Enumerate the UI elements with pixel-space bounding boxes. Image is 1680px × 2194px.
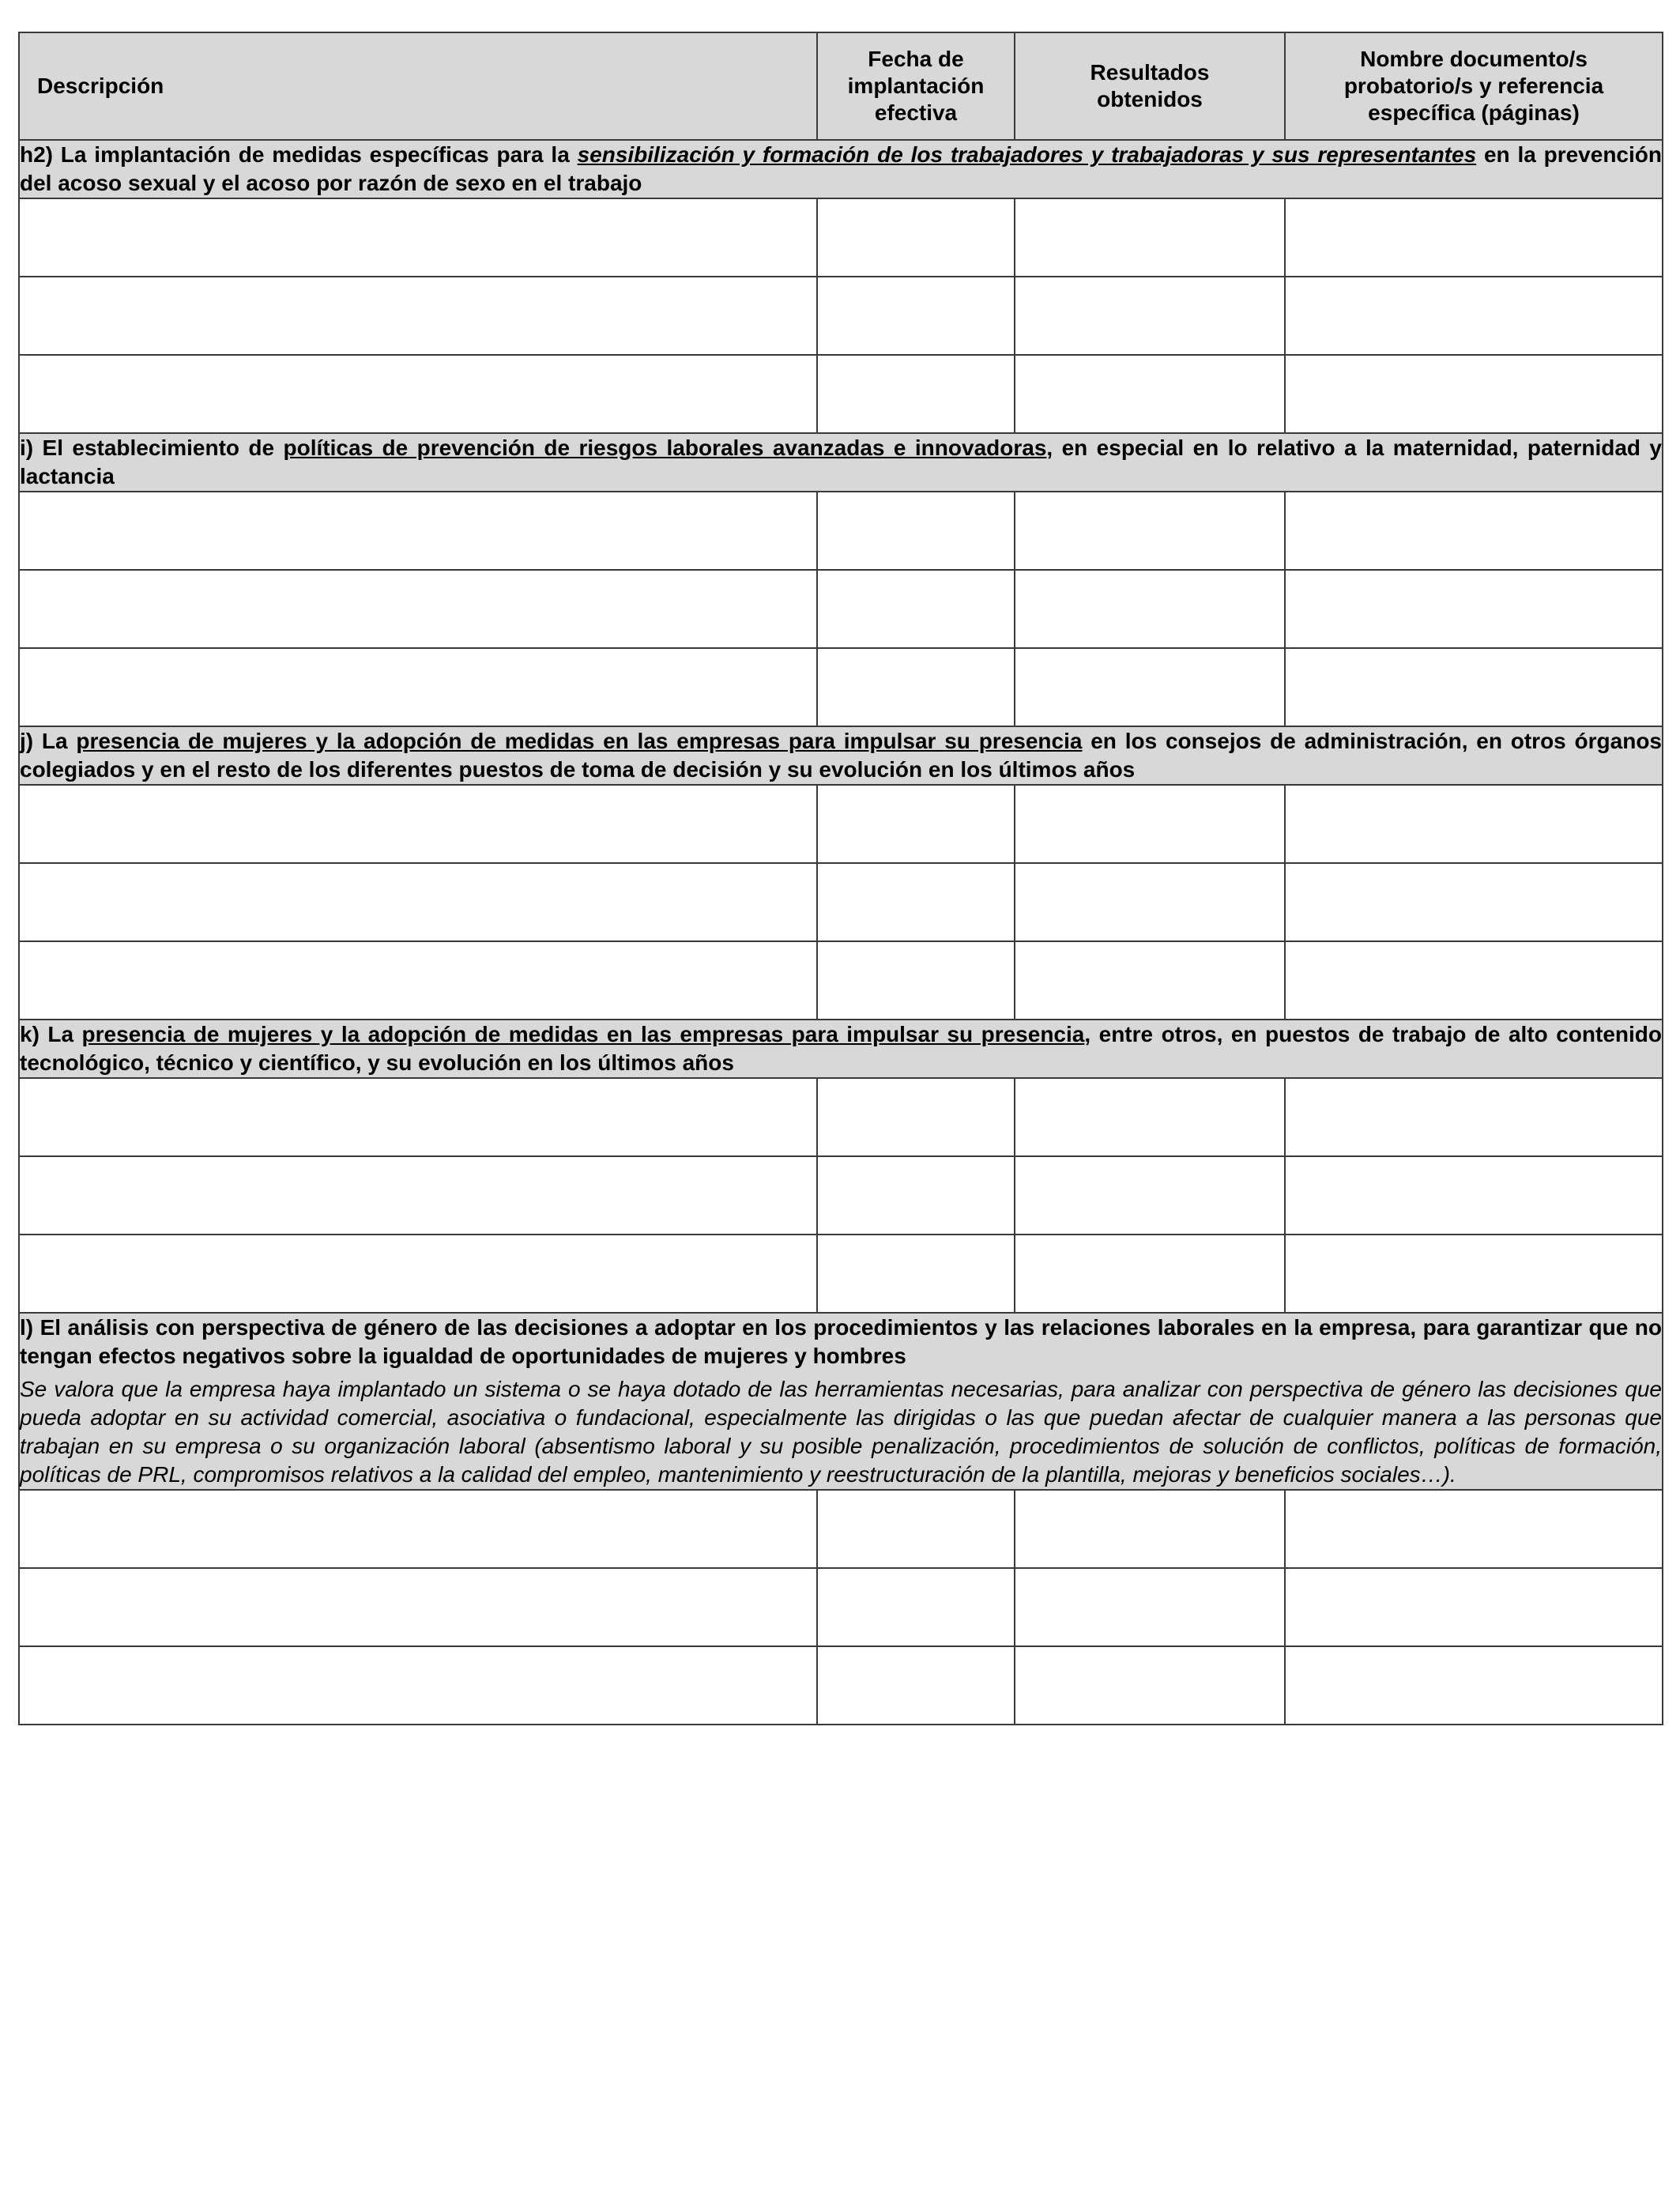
section-i-post: , en especial en lo relativo a la maternidad, paternidad y lactancia	[20, 435, 1662, 488]
documento-cell[interactable]	[1285, 492, 1663, 570]
documento-cell[interactable]	[1285, 1078, 1663, 1156]
descripcion-cell[interactable]	[19, 1078, 817, 1156]
section-i-row	[19, 433, 1663, 492]
section-h2-row	[19, 140, 1663, 198]
table-row	[19, 1490, 1663, 1568]
section-h2-heading	[19, 140, 1663, 198]
header-resultados-line2: obtenidos	[1097, 87, 1203, 111]
table-row	[19, 785, 1663, 863]
section-l-note: Se valora que la empresa haya implantado un sistema o se haya dotado de las herramientas necesarias, para analizar con perspectiva de género las decisiones que pueda adoptar en su actividad comercial, asociativa o fundacional, especialmente las dirigidas o las que puedan afectar de cualquier manera a las personas que trabajan en su empresa o su organización laboral (absentismo laboral y su posible penalización, procedimientos de solución de conflictos, políticas de formación, políticas de PRL, compromisos relativos a la calidad del empleo, mantenimiento y reestructuración de la plantilla, mejoras y beneficios sociales…).	[20, 1377, 1662, 1487]
table-row	[19, 1156, 1663, 1235]
header-fecha-line2: implantación	[847, 74, 985, 98]
fecha-cell[interactable]	[817, 492, 1015, 570]
header-documento	[1285, 32, 1663, 140]
documento-cell[interactable]	[1285, 785, 1663, 863]
table-row	[19, 1235, 1663, 1313]
resultados-cell[interactable]	[1015, 570, 1285, 648]
fecha-cell[interactable]	[817, 570, 1015, 648]
resultados-cell[interactable]	[1015, 1078, 1285, 1156]
documento-cell[interactable]	[1285, 1646, 1663, 1725]
resultados-cell[interactable]	[1015, 1568, 1285, 1646]
descripcion-cell[interactable]	[19, 1568, 817, 1646]
fecha-cell[interactable]	[817, 785, 1015, 863]
resultados-cell[interactable]	[1015, 1646, 1285, 1725]
section-k-post: , entre otros, en puestos de trabajo de alto contenido tecnológico, técnico y científico, y su evolución en los últimos años	[20, 1022, 1662, 1075]
resultados-cell[interactable]	[1015, 1156, 1285, 1235]
documento-cell[interactable]	[1285, 198, 1663, 277]
documento-cell[interactable]	[1285, 1490, 1663, 1568]
descripcion-cell[interactable]	[19, 355, 817, 433]
descripcion-cell[interactable]	[19, 570, 817, 648]
documento-cell[interactable]	[1285, 1156, 1663, 1235]
fecha-cell[interactable]	[817, 277, 1015, 355]
header-resultados-line1: Resultados	[1090, 60, 1210, 85]
resultados-cell[interactable]	[1015, 941, 1285, 1020]
table-row	[19, 648, 1663, 726]
table-row	[19, 492, 1663, 570]
fecha-cell[interactable]	[817, 941, 1015, 1020]
descripcion-cell[interactable]	[19, 492, 817, 570]
resultados-cell[interactable]	[1015, 355, 1285, 433]
fecha-cell[interactable]	[817, 648, 1015, 726]
descripcion-cell[interactable]	[19, 277, 817, 355]
fecha-cell[interactable]	[817, 863, 1015, 941]
documento-cell[interactable]	[1285, 648, 1663, 726]
section-j-underlined: presencia de mujeres y la adopción de medidas en las empresas para impulsar su presencia	[76, 729, 1083, 753]
descripcion-cell[interactable]	[19, 1156, 817, 1235]
fecha-cell[interactable]	[817, 198, 1015, 277]
documento-cell[interactable]	[1285, 1235, 1663, 1313]
section-i-pre: i) El establecimiento de	[20, 435, 284, 460]
descripcion-cell[interactable]	[19, 1235, 817, 1313]
header-resultados	[1015, 32, 1285, 140]
section-j-heading	[19, 726, 1663, 785]
descripcion-cell[interactable]	[19, 863, 817, 941]
resultados-cell[interactable]	[1015, 863, 1285, 941]
section-l-row	[19, 1313, 1663, 1490]
header-documento-line1: Nombre documento/s	[1360, 47, 1588, 71]
descripcion-cell[interactable]	[19, 198, 817, 277]
descripcion-cell[interactable]	[19, 941, 817, 1020]
section-i-underlined: políticas de prevención de riesgos laborales avanzadas e innovadoras	[283, 435, 1047, 460]
section-k-heading	[19, 1020, 1663, 1078]
fecha-cell[interactable]	[817, 1646, 1015, 1725]
table-row	[19, 1646, 1663, 1725]
fecha-cell[interactable]	[817, 1156, 1015, 1235]
descripcion-cell[interactable]	[19, 1490, 817, 1568]
resultados-cell[interactable]	[1015, 1235, 1285, 1313]
documento-cell[interactable]	[1285, 1568, 1663, 1646]
section-k-underlined: presencia de mujeres y la adopción de medidas en las empresas para impulsar su presencia	[81, 1022, 1085, 1046]
fecha-cell[interactable]	[817, 1490, 1015, 1568]
resultados-cell[interactable]	[1015, 277, 1285, 355]
section-i-heading	[19, 433, 1663, 492]
table-header-row	[19, 32, 1663, 140]
table-row	[19, 198, 1663, 277]
documento-cell[interactable]	[1285, 863, 1663, 941]
header-descripcion: Descripción	[19, 32, 817, 140]
table-row	[19, 570, 1663, 648]
table-row	[19, 277, 1663, 355]
resultados-cell[interactable]	[1015, 1490, 1285, 1568]
descripcion-cell[interactable]	[19, 1646, 817, 1725]
section-j-pre: j) La	[20, 729, 77, 753]
fecha-cell[interactable]	[817, 1078, 1015, 1156]
documento-cell[interactable]	[1285, 570, 1663, 648]
fecha-cell[interactable]	[817, 355, 1015, 433]
section-h2-post: en la prevención del acoso sexual y el acoso por razón de sexo en el trabajo	[20, 142, 1662, 195]
resultados-cell[interactable]	[1015, 198, 1285, 277]
section-h2-underlined: sensibilización y formación de los trabajadores y trabajadoras y sus representantes	[577, 142, 1477, 167]
section-k-pre: k) La	[20, 1022, 82, 1046]
section-j-post: en los consejos de administración, en otros órganos colegiados y en el resto de los diferentes puestos de toma de decisión y su evolución en los últimos años	[20, 729, 1662, 782]
table-row	[19, 1568, 1663, 1646]
resultados-cell[interactable]	[1015, 648, 1285, 726]
table-row	[19, 355, 1663, 433]
table-row	[19, 941, 1663, 1020]
table-row	[19, 1078, 1663, 1156]
fecha-cell[interactable]	[817, 1568, 1015, 1646]
table-row	[19, 863, 1663, 941]
header-fecha-line1: Fecha de	[868, 47, 964, 71]
resultados-cell[interactable]	[1015, 492, 1285, 570]
documento-cell[interactable]	[1285, 277, 1663, 355]
section-l-title: l) El análisis con perspectiva de género de las decisiones a adoptar en los procedimientos y las relaciones laborales en la empresa, para garantizar que no tengan efectos negativos sobre la igualdad de oportunidades de mujeres y hombres	[20, 1315, 1662, 1368]
header-documento-line3: específica (páginas)	[1368, 100, 1580, 125]
documento-cell[interactable]	[1285, 941, 1663, 1020]
section-h2-pre: h2) La implantación de medidas específicas para la	[20, 142, 578, 167]
evaluation-form-table	[18, 32, 1663, 1725]
descripcion-cell[interactable]	[19, 648, 817, 726]
resultados-cell[interactable]	[1015, 785, 1285, 863]
header-documento-line2: probatorio/s y referencia	[1343, 74, 1604, 98]
documento-cell[interactable]	[1285, 355, 1663, 433]
header-fecha-line3: efectiva	[874, 100, 958, 125]
section-j-row	[19, 726, 1663, 785]
fecha-cell[interactable]	[817, 1235, 1015, 1313]
header-fecha-implantacion	[817, 32, 1015, 140]
section-l-heading	[19, 1313, 1663, 1490]
section-k-row	[19, 1020, 1663, 1078]
descripcion-cell[interactable]	[19, 785, 817, 863]
